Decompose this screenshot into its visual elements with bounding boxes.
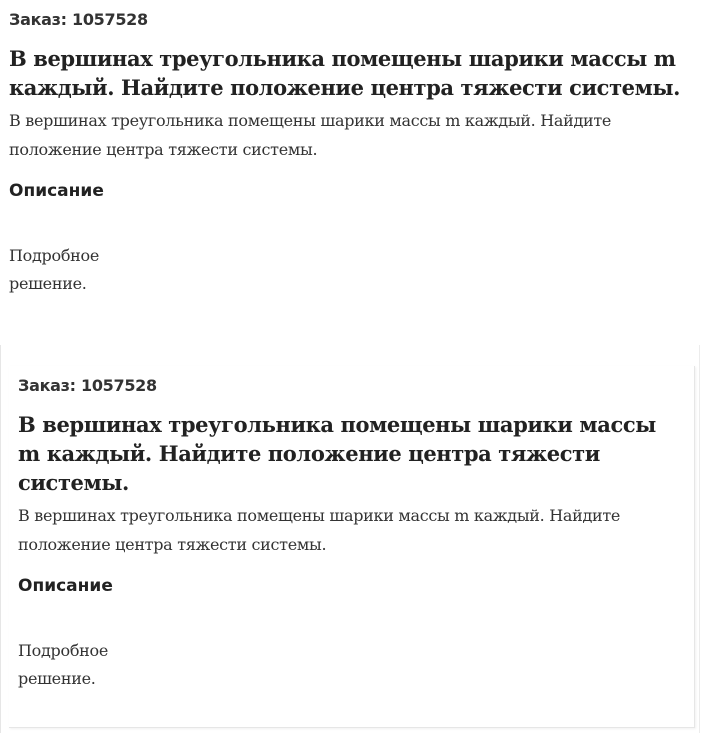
description-text: Подробное решение. — [18, 641, 109, 688]
problem-title: В вершинах треугольника помещены шарики массы m каждый. Найдите положение центра тяжести системы. — [9, 46, 681, 100]
description-text: Подробное решение. — [9, 246, 100, 293]
problem-text: В вершинах треугольника помещены шарики массы m каждый. Найдите положение центра тяжести системы. — [18, 506, 621, 554]
problem-text: В вершинах треугольника помещены шарики массы m каждый. Найдите положение центра тяжести системы. — [9, 111, 612, 159]
description-heading: Описание — [9, 181, 104, 201]
frame-left-border — [0, 345, 1, 733]
order-card-duplicate — [9, 366, 695, 728]
order-number: Заказ: 1057528 — [18, 376, 157, 395]
order-card-primary — [0, 0, 701, 345]
order-number: Заказ: 1057528 — [9, 10, 148, 29]
problem-title: В вершинах треугольника помещены шарики массы m каждый. Найдите положение центра тяжести системы. — [18, 412, 656, 495]
description-heading: Описание — [18, 576, 113, 596]
